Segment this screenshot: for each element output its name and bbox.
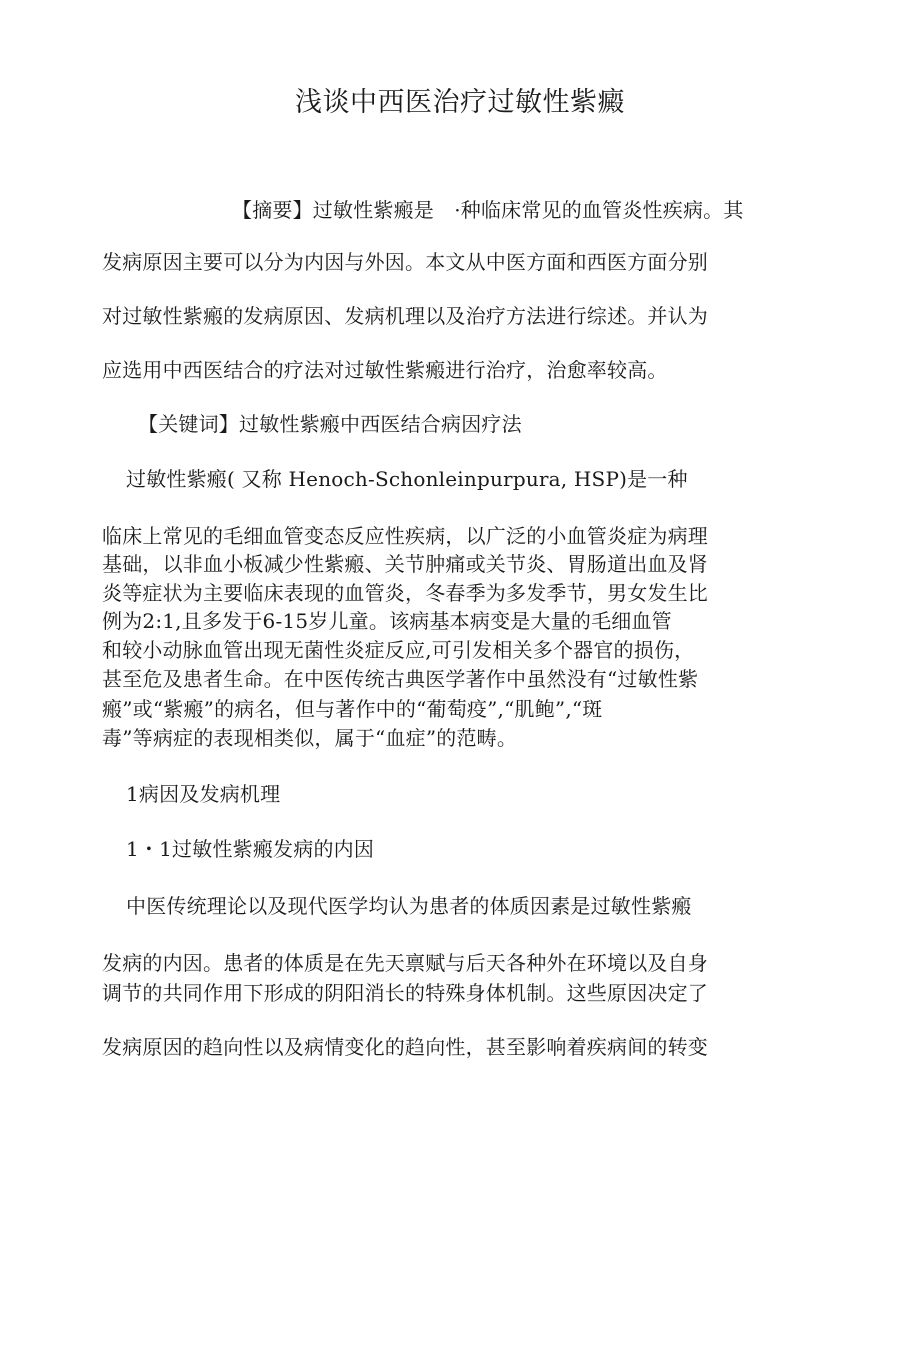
section-heading: 1病因及发病机理 xyxy=(126,782,281,806)
intro-line: 例为2:1,且多发于6-15岁儿童。该病基本病变是大量的毛细血管 xyxy=(102,609,672,633)
body-line: 中医传统理论以及现代医学均认为患者的体质因素是过敏性紫瘢 xyxy=(126,894,692,918)
document-title: 浅谈中西医治疗过敏性紫癜 xyxy=(295,87,625,118)
intro-line: 基础，以非血小板减少性紫瘢、关节肿痛或关节炎、胃肠道出血及肾 xyxy=(102,552,708,576)
body-line: 调节的共同作用下形成的阴阳消长的特殊身体机制。这些原因决定了 xyxy=(102,981,708,1005)
intro-line: 和较小动脉血管出现无菌性炎症反应,可引发相关多个器官的损伤， xyxy=(102,638,695,662)
subsection-heading: 1・1过敏性紫瘢发病的内因 xyxy=(126,837,375,861)
intro-line: 炎等症状为主要临床表现的血管炎，冬春季为多发季节，男女发生比 xyxy=(102,581,708,605)
abstract-line: 【摘要】过敏性紫瘢是 ·种临床常见的血管炎性疾病。其 xyxy=(232,198,744,222)
keywords-line: 【关键词】过敏性紫瘢中西医结合病因疗法 xyxy=(138,412,522,436)
intro-line: 瘢”或“紫瘢”的病名，但与著作中的“葡萄疫”,“肌鲍”,“斑 xyxy=(102,697,603,721)
intro-line: 过敏性紫瘢( 又称 Henoch-Schonleinpurpura, HSP)是一种 xyxy=(126,467,688,491)
intro-line: 临床上常见的毛细血管变态反应性疾病，以广泛的小血管炎症为病理 xyxy=(102,524,708,548)
intro-line: 毒”等病症的表现相类似，属于“血症”的范畴。 xyxy=(102,726,518,750)
body-line: 发病原因的趋向性以及病情变化的趋向性，甚至影响着疾病间的转变 xyxy=(102,1035,708,1059)
body-line: 发病的内因。患者的体质是在先天禀赋与后天各种外在环境以及自身 xyxy=(102,951,708,975)
abstract-line: 对过敏性紫瘢的发病原因、发病机理以及治疗方法进行综述。并认为 xyxy=(102,304,708,328)
intro-line: 甚至危及患者生命。在中医传统古典医学著作中虽然没有“过敏性紫 xyxy=(102,667,699,691)
abstract-line: 应选用中西医结合的疗法对过敏性紫瘢进行治疗，治愈率较高。 xyxy=(102,358,668,382)
abstract-line: 发病原因主要可以分为内因与外因。本文从中医方面和西医方面分别 xyxy=(102,250,708,274)
